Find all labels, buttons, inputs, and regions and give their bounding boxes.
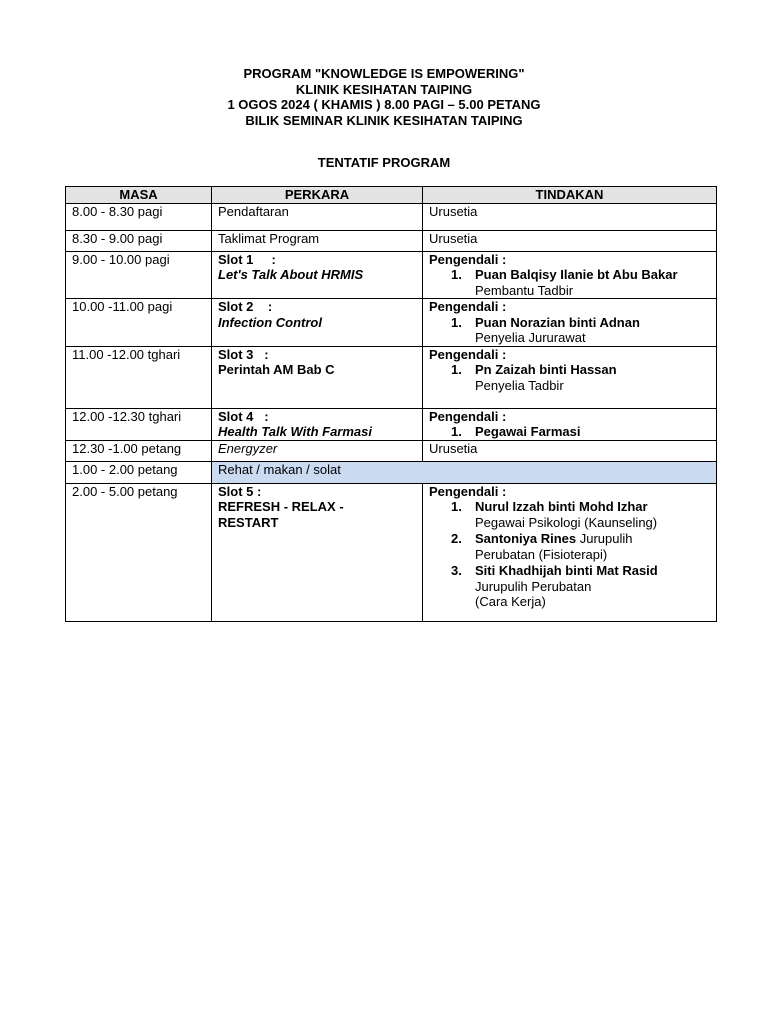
slot-topic-line-1: REFRESH - RELAX - [218,499,344,514]
masa-cell: 8.00 - 8.30 pagi [66,203,212,230]
table-header-row [66,187,717,204]
table-row [66,440,717,461]
document-header [0,66,768,128]
perkara-cell: Pendaftaran [212,203,423,230]
perkara-cell [212,251,423,299]
slot-topic: Health Talk With Farmasi [218,424,372,439]
slot-label: Slot 4 : [218,408,269,424]
tindakan-cell: Urusetia [423,440,717,461]
table-row [66,461,717,483]
speaker-role: Jurupulih Perubatan [475,578,592,594]
header-line-1: PROGRAM "KNOWLEDGE IS EMPOWERING" [243,66,525,81]
list-number: 1. [451,499,462,514]
tindakan-cell [423,408,717,440]
pengendali-label: Pengendali : [429,251,507,267]
speaker-role-line-2: (Cara Kerja) [475,594,546,609]
column-header-masa: MASA [66,187,212,204]
slot-label: Slot 2 : [218,299,273,314]
header-line-3: 1 OGOS 2024 ( KHAMIS ) 8.00 PAGI – 5.00 PETANG [227,97,541,112]
masa-cell: 11.00 -12.00 tghari [66,346,212,408]
speaker-name: Pegawai Farmasi [475,424,581,439]
list-item [429,499,710,515]
slot-topic: Perintah AM Bab C [218,362,335,377]
masa-cell: 1.00 - 2.00 petang [66,461,212,483]
speaker-role: Perubatan (Fisioterapi) [475,546,608,562]
speaker-role: Penyelia Tadbir [475,377,564,393]
list-item [429,531,710,547]
list-number: 1. [451,314,462,330]
tindakan-cell [423,483,717,621]
table-row [66,203,717,230]
slot-label: Slot 1 : [218,251,276,267]
masa-cell: 2.00 - 5.00 petang [66,483,212,621]
perkara-cell [212,299,423,347]
pengendali-label: Pengendali : [429,299,507,314]
tindakan-cell [423,251,717,299]
tindakan-cell [423,346,717,408]
slot-label: Slot 5 : [218,483,262,499]
speaker-role: Penyelia Jururawat [475,330,586,345]
perkara-cell [212,408,423,440]
list-number: 2. [451,531,462,546]
table-row [66,230,717,251]
list-number: 1. [451,267,462,282]
slot-topic-line-2: RESTART [218,514,279,530]
schedule-table [65,186,717,622]
perkara-cell [212,483,423,621]
section-title: TENTATIF PROGRAM [317,155,451,170]
table-row [66,408,717,440]
speaker-name: Puan Balqisy Ilanie bt Abu Bakar [475,267,678,282]
speaker-name: Puan Norazian binti Adnan [475,314,640,330]
pengendali-label: Pengendali : [429,346,507,362]
table-row [66,483,717,621]
table-row [66,299,717,347]
slot-topic: Infection Control [218,314,322,330]
masa-cell: 9.00 - 10.00 pagi [66,251,212,299]
list-item [429,362,710,378]
column-header-tindakan: TINDAKAN [423,187,717,204]
masa-cell: 10.00 -11.00 pagi [66,299,212,347]
table-row [66,251,717,299]
speaker-name: Santoniya Rines [475,531,577,546]
header-line-4: BILIK SEMINAR KLINIK KESIHATAN TAIPING [245,112,523,128]
speaker-name: Pn Zaizah binti Hassan [475,362,617,377]
list-number: 1. [451,424,462,439]
table-row [66,346,717,408]
speaker-role: Pembantu Tadbir [475,282,574,298]
masa-cell: 8.30 - 9.00 pagi [66,230,212,251]
masa-cell: 12.00 -12.30 tghari [66,408,212,440]
column-header-perkara: PERKARA [212,187,423,204]
list-item [429,424,710,440]
slot-label: Slot 3 : [218,346,269,362]
tindakan-cell [423,299,717,347]
pengendali-label: Pengendali : [429,408,507,424]
list-item [429,267,710,283]
masa-cell: 12.30 -1.00 petang [66,440,212,461]
list-item [429,563,710,579]
perkara-cell [212,346,423,408]
tindakan-cell: Urusetia [423,203,717,230]
list-number: 1. [451,362,462,377]
list-number: 3. [451,563,462,578]
header-line-2: KLINIK KESIHATAN TAIPING [295,81,473,97]
perkara-cell: Taklimat Program [212,230,423,251]
speaker-role-suffix: Jurupulih [576,531,633,546]
pengendali-label: Pengendali : [429,483,507,499]
speaker-name: Siti Khadhijah binti Mat Rasid [475,563,658,578]
perkara-cell: Energyzer [212,440,423,461]
tindakan-cell: Urusetia [423,230,717,251]
list-item [429,315,710,331]
break-cell: Rehat / makan / solat [212,461,717,483]
slot-topic: Let's Talk About HRMIS [218,267,364,282]
speaker-name: Nurul Izzah binti Mohd Izhar [475,499,648,514]
speaker-role: Pegawai Psikologi (Kaunseling) [475,514,658,530]
